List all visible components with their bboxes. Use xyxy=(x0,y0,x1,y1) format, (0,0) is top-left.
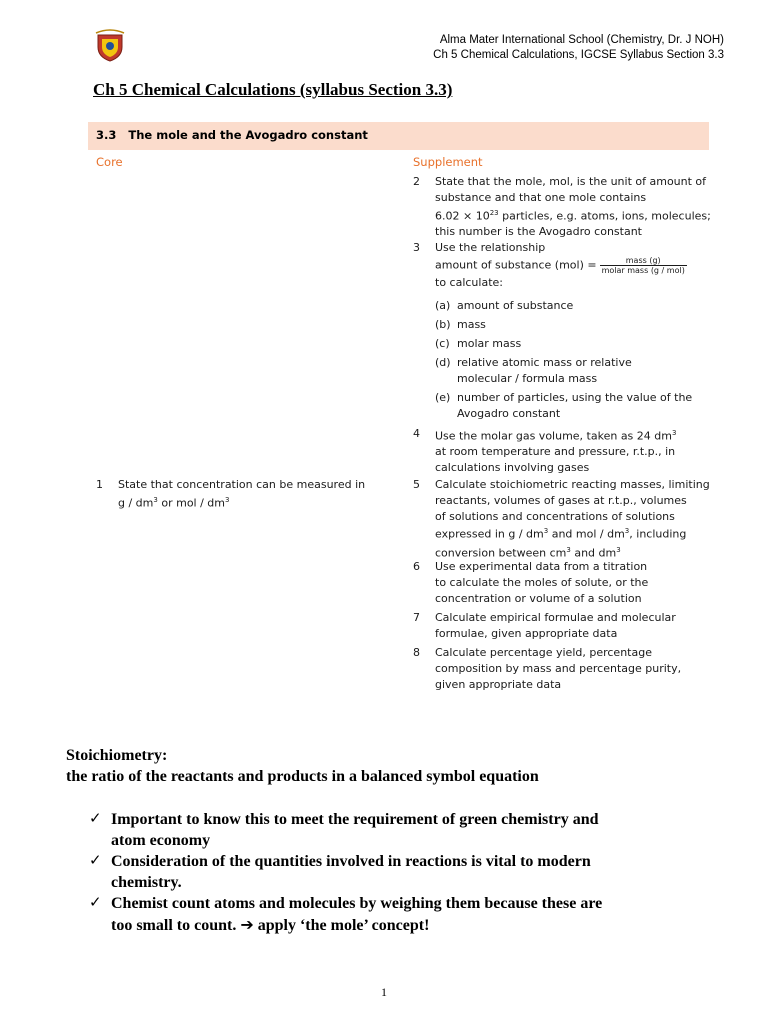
school-crest-icon xyxy=(92,29,128,63)
section-heading: 3.3 The mole and the Avogadro constant xyxy=(96,128,368,142)
sub-item-label: (a) xyxy=(435,299,451,312)
syllabus-item-7: Calculate empirical formulae and molecular formulae, given appropriate data xyxy=(435,611,676,640)
sub-item-label: (c) xyxy=(435,337,450,350)
header-chapter-line: Ch 5 Chemical Calculations, IGCSE Syllabus Section 3.3 xyxy=(433,49,724,61)
sub-item-label: (d) xyxy=(435,356,451,369)
syllabus-item-2: State that the mole, mol, is the unit of amount of substance and that one mole contains $6.02 \times 10^{23}$ particles, e.g. atoms, ions, molecules; this number is the Avogadro constant xyxy=(435,175,711,239)
mole-formula-fraction: $\frac{\text{mass (g)}}{\text{molar mass (g / mol)}}$ xyxy=(601,255,685,275)
stoichiometry-definition: the ratio of the reactants and products in a balanced symbol equation xyxy=(66,768,539,785)
syllabus-item-number: 3 xyxy=(413,241,420,254)
core-item-1: State that concentration can be measured in g / $dm^3$ or mol / $dm^3$ xyxy=(118,478,366,510)
syllabus-item-number: 8 xyxy=(413,646,420,659)
bullet-item: Important to know this to meet the requirement of green chemistry and atom economy xyxy=(111,811,599,849)
syllabus-item-number: 1 xyxy=(96,478,103,491)
sub-item-mass: mass xyxy=(457,318,486,331)
sub-item-relative-mass: relative atomic mass or relative molecular / formula mass xyxy=(457,356,632,385)
bullet-item: Consideration of the quantities involved in reactions is vital to modern chemistry. xyxy=(111,853,591,891)
sub-item-molar-mass: molar mass xyxy=(457,337,522,350)
syllabus-item-number: 5 xyxy=(413,478,420,491)
arrow-right-icon: ➔ xyxy=(240,915,254,934)
syllabus-item-number: 2 xyxy=(413,175,420,188)
syllabus-item-3: Use the relationship amount of substance (mol) = $\frac{\text{mass (g)}}{\text{molar mass (g / mol)}}$ to calculate: xyxy=(435,241,685,289)
stoichiometry-heading: Stoichiometry: xyxy=(66,747,168,764)
syllabus-item-number: 7 xyxy=(413,611,420,624)
syllabus-item-4: Use the molar gas volume, taken as 24 $dm^3$ at room temperature and pressure, r.t.p., in calculations involving gases xyxy=(435,429,677,475)
sub-item-particles: number of particles, using the value of the Avogadro constant xyxy=(457,391,693,420)
header-school-line: Alma Mater International School (Chemistry, Dr. J NOH) xyxy=(439,34,724,46)
bullet-item: Chemist count atoms and molecules by weighing them because these are too small to count. ➔ apply ‘the mole’ concept! xyxy=(111,895,603,934)
page-title: Ch 5 Chemical Calculations (syllabus Section 3.3) xyxy=(93,80,453,99)
sub-item-label: (b) xyxy=(435,318,451,331)
syllabus-item-8: Calculate percentage yield, percentage composition by mass and percentage purity, given appropriate data xyxy=(435,646,682,691)
check-icon: ✓ xyxy=(89,809,102,827)
syllabus-item-5: Calculate stoichiometric reacting masses, limiting reactants, volumes of gases at r.t.p., volumes of solutions and concentrations of solutions expressed in g / $dm^3$ and mol / $dm^3$, including conversion between $cm^3$ and $dm^3$ xyxy=(435,478,710,560)
syllabus-item-number: 6 xyxy=(413,560,420,573)
sub-item-amount: amount of substance xyxy=(457,299,574,312)
supplement-column-heading: Supplement xyxy=(413,155,483,169)
sub-item-label: (e) xyxy=(435,391,451,404)
check-icon: ✓ xyxy=(89,893,102,911)
page-number: 1 xyxy=(381,985,387,999)
syllabus-item-6: Use experimental data from a titration to calculate the moles of solute, or the concentration or volume of a solution xyxy=(435,560,649,605)
syllabus-item-number: 4 xyxy=(413,427,420,440)
check-icon: ✓ xyxy=(89,851,102,869)
core-column-heading: Core xyxy=(96,155,123,169)
